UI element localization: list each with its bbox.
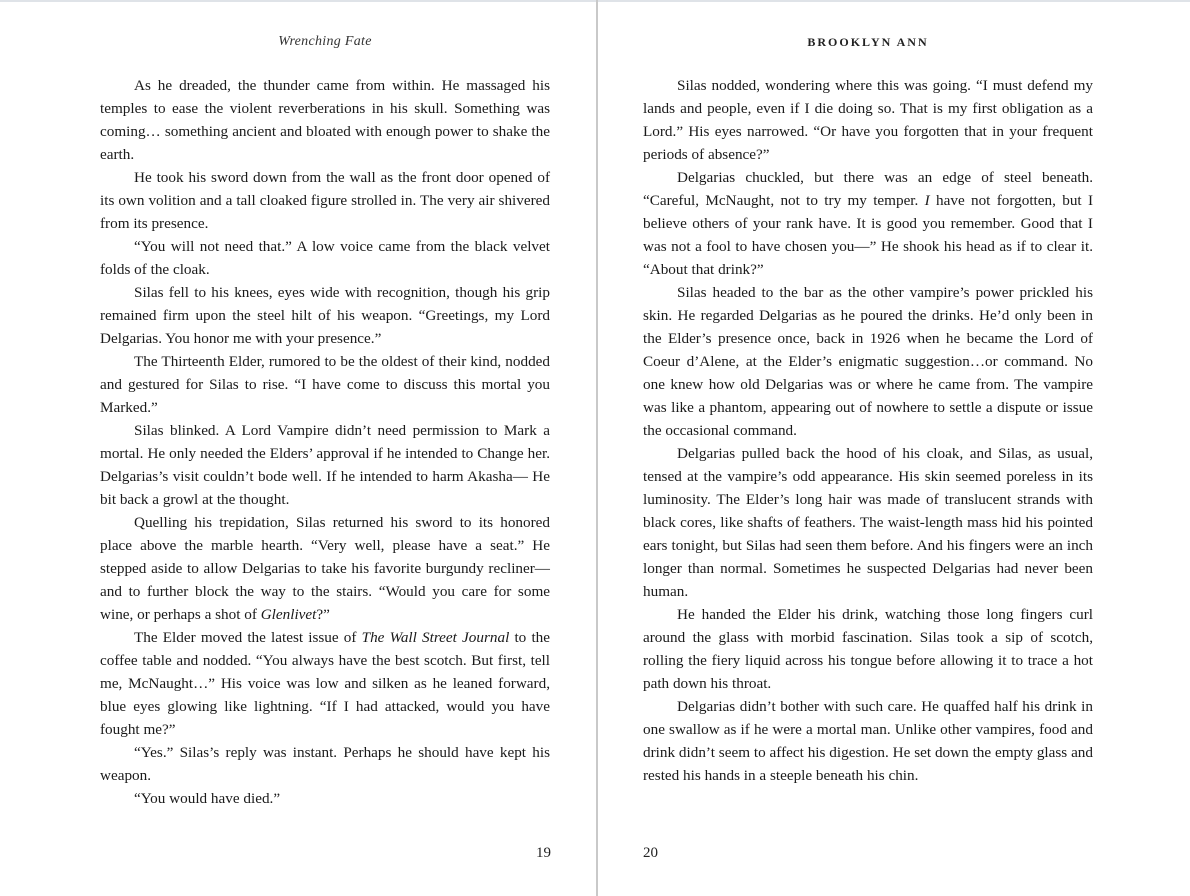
paragraph — [100, 166, 550, 235]
text-segment: have not forgotten, but I believe others of your rank have. It is good you remember. Good that I was not a fool to have chosen you—” He shook his head as if to clear it. “About that drink?” — [643, 192, 1093, 278]
paragraph — [100, 350, 550, 419]
paragraph — [100, 741, 550, 787]
left-page-body — [100, 74, 550, 810]
text-segment: As he dreaded, the thunder came from within. He massaged his temples to ease the violent reverberations in his skull. Something was coming… something ancient and bloated with enough power to shake the earth. — [100, 77, 550, 163]
text-segment: “Yes.” Silas’s reply was instant. Perhaps he should have kept his weapon. — [100, 744, 550, 784]
text-segment: Silas blinked. A Lord Vampire didn’t need permission to Mark a mortal. He only needed the Elders’ approval if he intended to Change her. Delgarias’s visit couldn’t bode well. If he intended to harm Akasha— He bit back a growl at the thought. — [100, 422, 550, 508]
italic-text: Glenlivet — [260, 606, 317, 623]
italic-text: The Wall Street Journal — [361, 629, 510, 646]
text-segment: Delgarias chuckled, but there was an edge of steel beneath. “Careful, McNaught, not to try my temper. — [643, 169, 1093, 209]
right-page — [598, 0, 1190, 896]
running-header-title: Wrenching Fate — [278, 34, 372, 49]
text-segment: The Elder moved the latest issue of — [134, 629, 362, 646]
text-segment: Delgarias didn’t bother with such care. He quaffed half his drink in one swallow as if he were a mortal man. Unlike other vampires, food and drink didn’t seem to affect his digestion. He set down the empty glass and rested his hands in a steeple beneath his chin. — [643, 698, 1093, 784]
page-number: 19 — [536, 845, 551, 861]
right-page-body — [643, 74, 1093, 787]
paragraph — [100, 787, 550, 810]
page-number: 20 — [643, 845, 658, 861]
text-segment: to the coffee table and nodded. “You always have the best scotch. But first, tell me, McNaught…” His voice was low and silken as he leaned forward, blue eyes glowing like lightning. “If I had attacked, would you have fought me?” — [100, 629, 550, 738]
text-segment: He took his sword down from the wall as the front door opened of its own volition and a tall cloaked figure strolled in. The very air shivered from its presence. — [100, 169, 550, 232]
paragraph — [643, 603, 1093, 695]
paragraph — [100, 511, 550, 626]
text-segment: ?” — [316, 606, 330, 623]
paragraph — [643, 695, 1093, 787]
paragraph — [100, 235, 550, 281]
text-segment: “You will not need that.” A low voice came from the black velvet folds of the cloak. — [100, 238, 550, 278]
text-segment: The Thirteenth Elder, rumored to be the oldest of their kind, nodded and gestured for Silas to rise. “I have come to discuss this mortal you Marked.” — [100, 353, 550, 416]
text-segment: Silas fell to his knees, eyes wide with recognition, though his grip remained firm upon the steel hilt of his weapon. “Greetings, my Lord Delgarias. You honor me with your presence.” — [100, 284, 550, 347]
text-segment: Quelling his trepidation, Silas returned his sword to its honored place above the marble hearth. “Very well, please have a seat.” He stepped aside to allow Delgarias to take his favorite burgundy recliner— and to further block the way to the stairs. “Would you care for some wine, or perhaps a shot of — [100, 514, 550, 623]
paragraph — [643, 442, 1093, 603]
paragraph — [100, 74, 550, 166]
paragraph — [643, 74, 1093, 166]
paragraph — [100, 419, 550, 511]
paragraph — [100, 626, 550, 741]
text-segment: Silas nodded, wondering where this was going. “I must defend my lands and people, even if I die doing so. That is my first obligation as a Lord.” His eyes narrowed. “Or have you forgotten that in your frequent periods of absence?” — [643, 77, 1093, 163]
running-header-author: BROOKLYN ANN — [807, 35, 929, 49]
paragraph — [100, 281, 550, 350]
text-segment: He handed the Elder his drink, watching those long fingers curl around the glass with morbid fascination. Silas took a sip of scotch, rolling the fiery liquid across his tongue before allowing it to trace a hot path down his throat. — [643, 606, 1093, 692]
italic-text: I — [924, 192, 930, 209]
paragraph — [643, 281, 1093, 442]
text-segment: “You would have died.” — [134, 790, 281, 807]
text-segment: Silas headed to the bar as the other vampire’s power prickled his skin. He regarded Delgarias as he poured the drinks. He’d only been in the Elder’s presence once, back in 1926 when he became the Lord of Coeur d’Alene, at the Elder’s enigmatic suggestion…or command. No one knew how old Delgarias was or where he came from. The vampire was like a phantom, appearing out of nowhere to settle a dispute or issue the occasional command. — [643, 284, 1093, 439]
text-segment: Delgarias pulled back the hood of his cloak, and Silas, as usual, tensed at the vampire’s odd appearance. His skin seemed poreless in its luminosity. The Elder’s long hair was made of translucent strands with black cores, like shafts of feathers. The waist-length mass hid his pointed ears tonight, but Silas had seen them before. And his fingers were an inch longer than normal. Sometimes he suspected Delgarias had never been human. — [643, 445, 1093, 600]
paragraph — [643, 166, 1093, 281]
